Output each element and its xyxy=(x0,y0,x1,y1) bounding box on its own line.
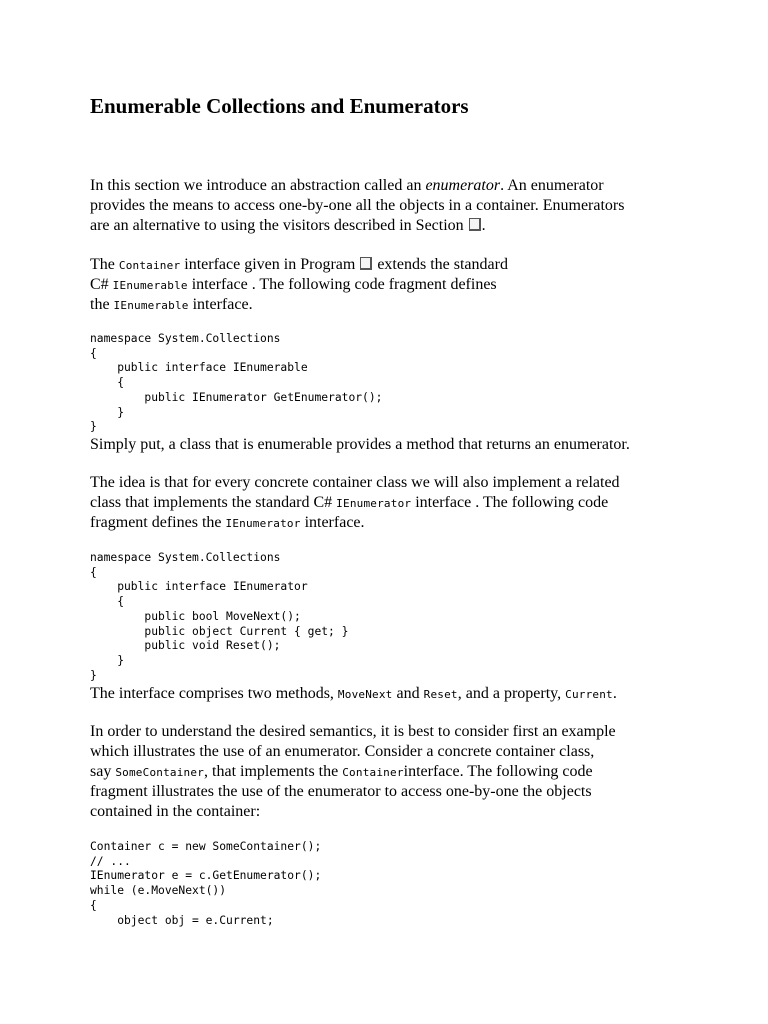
program-reference-icon[interactable] xyxy=(360,257,372,270)
inline-code: IEnumerable xyxy=(112,279,188,292)
code-line: // ... xyxy=(90,854,131,868)
code-line: public IEnumerator GetEnumerator(); xyxy=(90,390,383,404)
page-title: Enumerable Collections and Enumerators xyxy=(90,94,469,118)
code-line: namespace System.Collections xyxy=(90,332,281,345)
code-line: namespace System.Collections xyxy=(90,551,281,564)
code-line: { xyxy=(90,898,97,912)
container-interface-paragraph: The Container interface given in Program extends the standard C# IEnumerable interface . The following code fragment defines the IEnumerable interface. xyxy=(90,256,508,313)
intro-paragraph: In this section we introduce an abstraction called an enumerator. An enumerator provides the means to access one-by-one all the objects in a container. Enumerators are an alternative to using the visitors described in Section . xyxy=(90,177,625,234)
semantics-paragraph: In order to understand the desired semantics, it is best to consider first an example which illustrates the use of an enumerator. Consider a concrete container class, say SomeContainer, that implements the Containerinterface. The following code fragment illustrates the use of the enumerator to access one-by-one the objects contained in the container: xyxy=(90,723,616,820)
interface-members-paragraph: The interface comprises two methods, MoveNext and Reset, and a property, Current. xyxy=(90,685,617,702)
enumerable-summary-paragraph: Simply put, a class that is enumerable provides a method that returns an enumerator. xyxy=(90,436,630,453)
inline-code: IEnumerator xyxy=(225,517,301,530)
usage-code-block xyxy=(90,840,321,928)
inline-code: Container xyxy=(342,766,404,779)
ienumerable-code-block xyxy=(90,332,382,435)
code-line: } xyxy=(90,653,125,667)
inline-code: Container xyxy=(118,259,181,272)
enumerator-term: enumerator xyxy=(425,177,501,194)
code-line: { xyxy=(90,565,97,579)
code-line: object obj = e.Current; xyxy=(90,913,274,927)
code-line: { xyxy=(90,376,125,390)
inline-code: SomeContainer xyxy=(115,766,205,779)
section-reference-icon[interactable] xyxy=(469,218,481,231)
code-line: public interface IEnumerator xyxy=(90,580,308,594)
code-line: } xyxy=(90,405,125,419)
code-line: } xyxy=(90,668,97,682)
code-line: while (e.MoveNext()) xyxy=(90,884,227,898)
inline-code: IEnumerator xyxy=(336,497,412,510)
code-line: Container c = new SomeContainer(); xyxy=(90,840,322,853)
ienumerator-intro-paragraph: The idea is that for every concrete container class we will also implement a related class that implements the standard C# IEnumerator interface . The following code fragment defines the IEnumerator interface. xyxy=(90,474,620,531)
ienumerator-code-block xyxy=(90,551,348,683)
inline-code: IEnumerable xyxy=(113,299,189,312)
code-line: public interface IEnumerable xyxy=(90,361,308,375)
code-line: public object Current { get; } xyxy=(90,624,349,638)
code-line: } xyxy=(90,420,97,434)
code-line: public void Reset(); xyxy=(90,639,281,653)
inline-code: Reset xyxy=(423,688,458,701)
code-line: public bool MoveNext(); xyxy=(90,609,301,623)
code-line: IEnumerator e = c.GetEnumerator(); xyxy=(90,869,322,883)
inline-code: Current xyxy=(565,688,613,701)
code-line: { xyxy=(90,346,97,360)
inline-code: MoveNext xyxy=(337,688,393,701)
code-line: { xyxy=(90,595,125,609)
